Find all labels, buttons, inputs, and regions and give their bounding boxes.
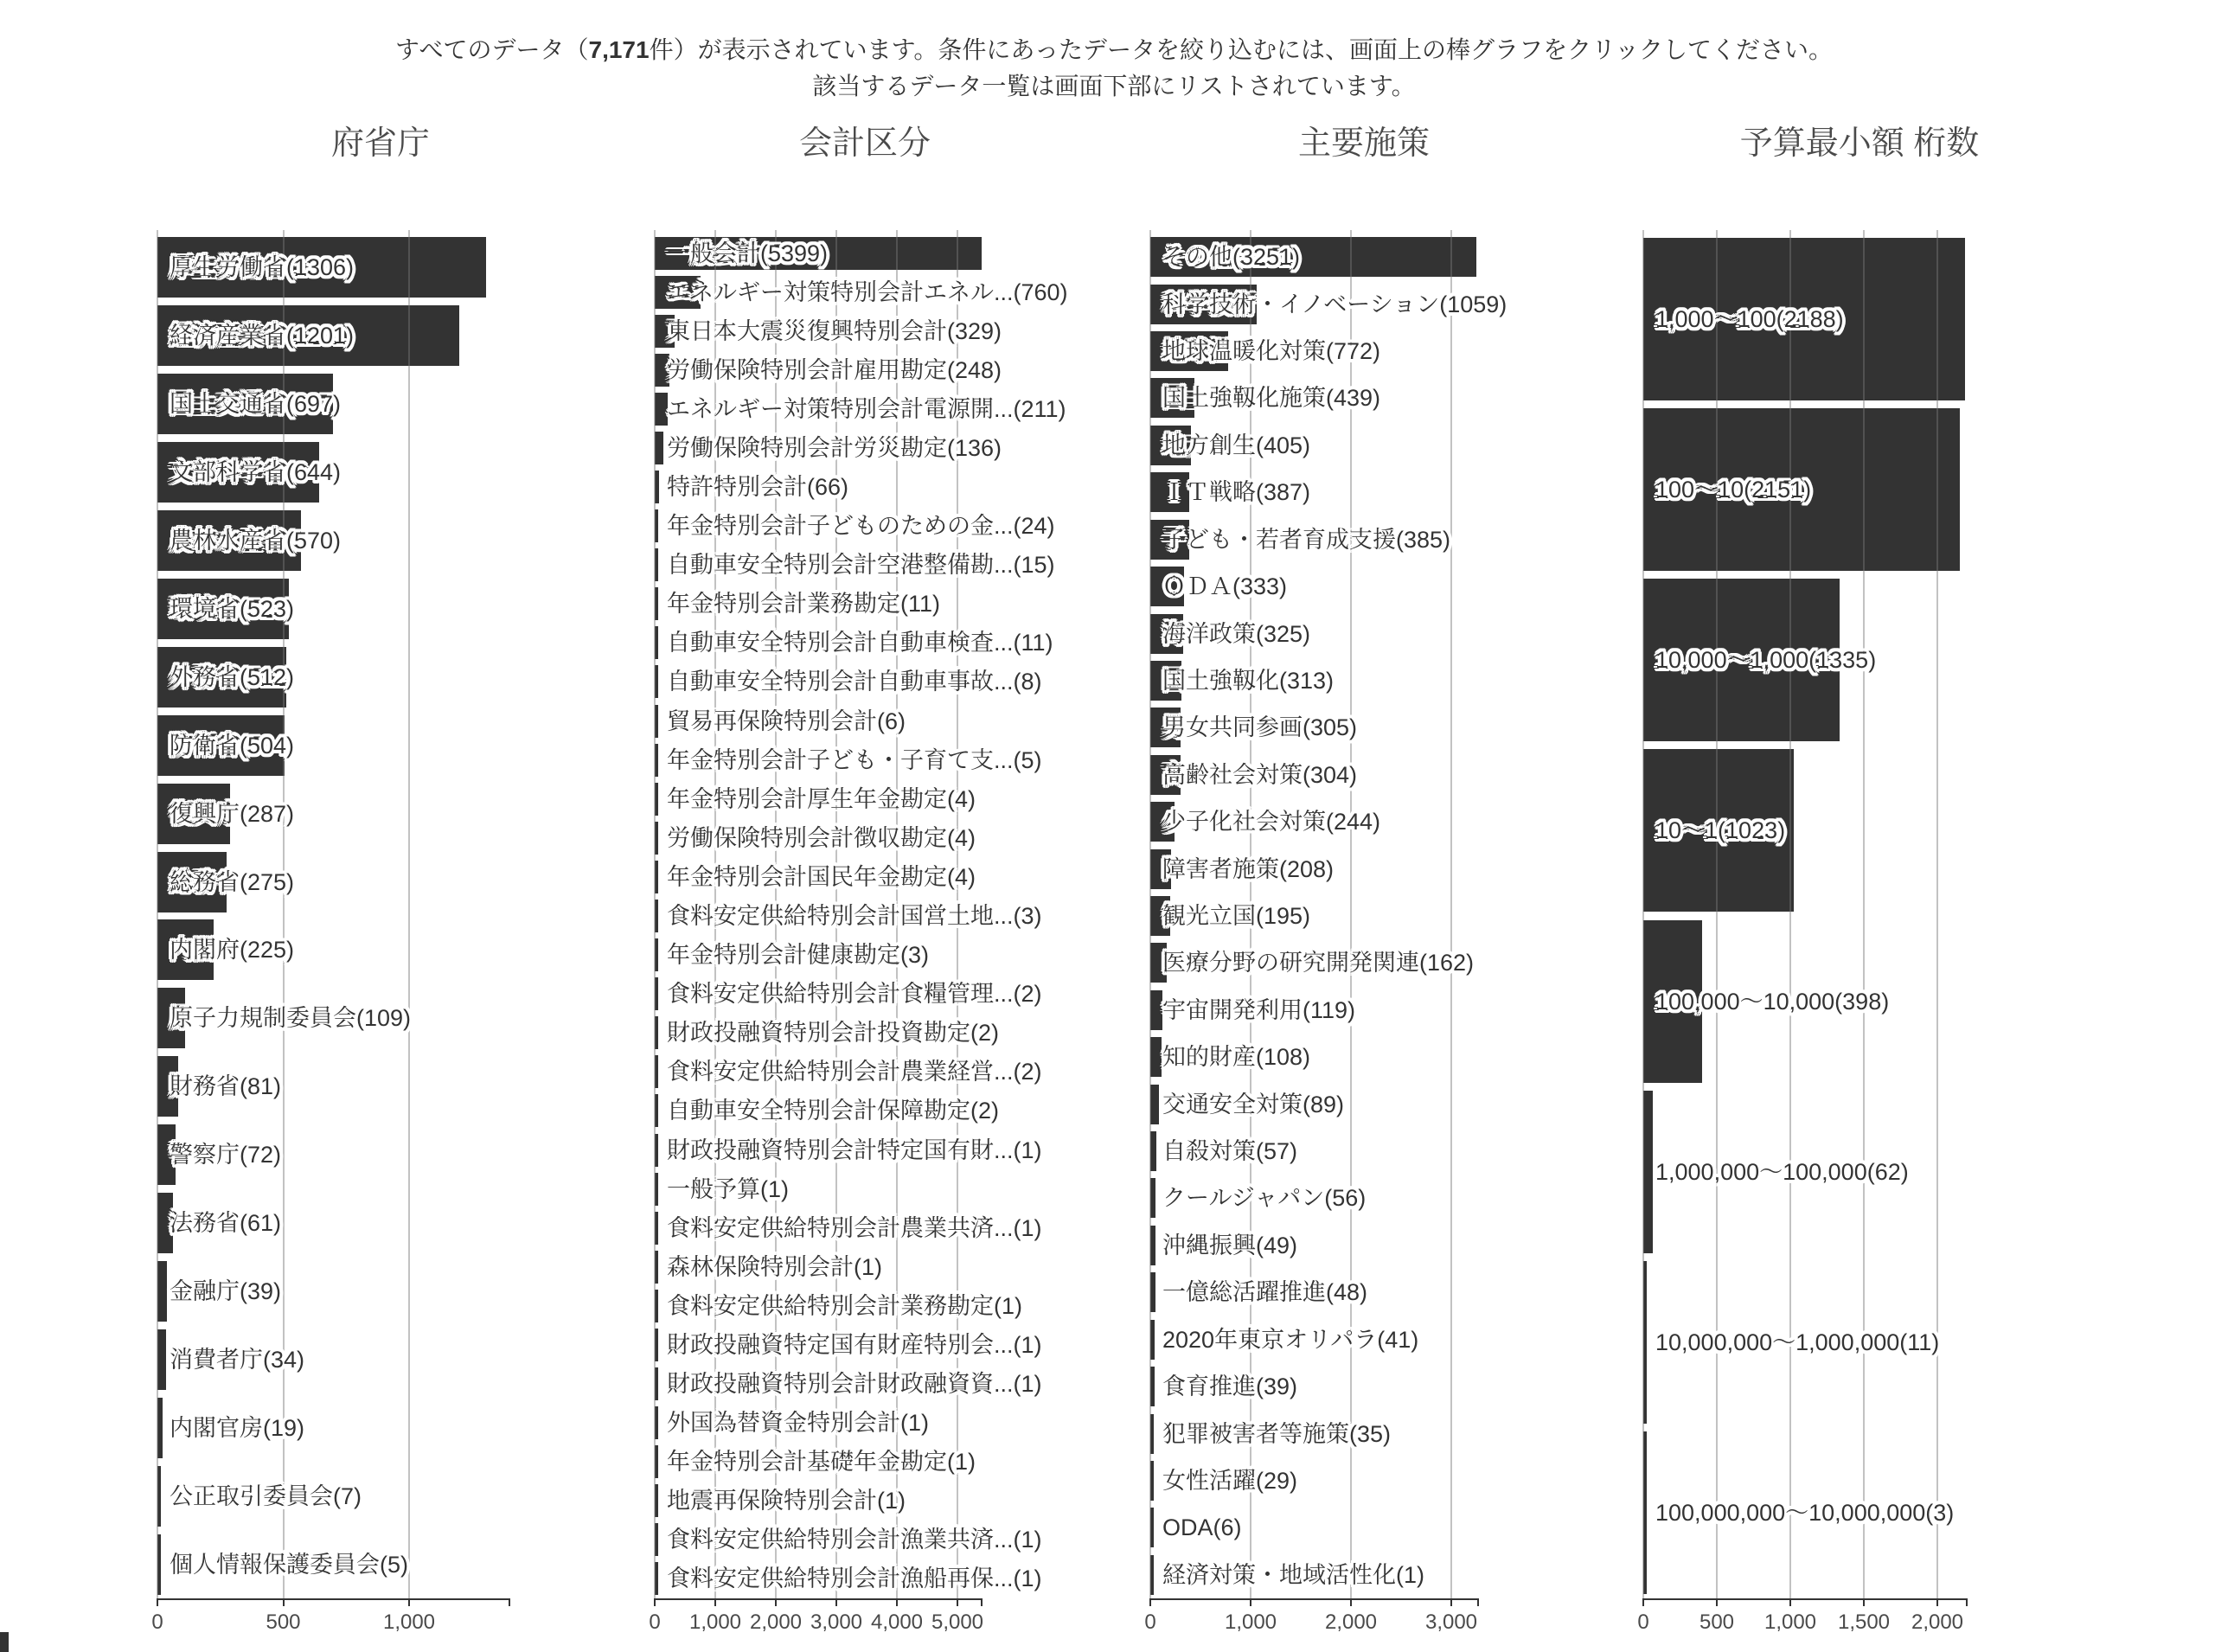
bar-label: 年金特別会計業務勘定(11) (667, 591, 941, 618)
bar-label: 科学技術・イノベーション(1059) (1162, 291, 1507, 317)
axis-tick-label: 1,000 (382, 1610, 436, 1634)
bar-label: 犯罪被害者等施策(35) (1162, 1420, 1392, 1447)
axis-tick (1716, 1598, 1718, 1606)
bar-label: 知的財産(108) (1162, 1044, 1311, 1071)
bar-label: 男女共同参画(305) (1162, 714, 1358, 741)
axis-tick (1642, 1598, 1644, 1606)
chart-major-policy-title: 主要施策 (1297, 125, 1431, 162)
gridline (408, 230, 410, 1598)
axis-tick (957, 1598, 958, 1606)
bar-label: その他(3251) (1162, 244, 1301, 271)
chart-account-category-title: 会計区分 (798, 125, 931, 162)
bar-label: ＯＤＡ(333) (1162, 573, 1288, 600)
bar-label: 労働保険特別会計雇用勘定(248) (667, 356, 1002, 383)
bar-label: 復興庁(287) (170, 800, 295, 827)
gridline (283, 230, 285, 1598)
bar-label: 内閣府(225) (170, 937, 295, 964)
axis-tick-label: 4,000 (870, 1610, 924, 1634)
gridline (1450, 230, 1452, 1598)
filter-bar[interactable] (1643, 1091, 1653, 1253)
axis-tick (283, 1598, 285, 1606)
bar-label: 森林保険特別会計(1) (667, 1253, 882, 1280)
axis-tick (981, 1598, 983, 1606)
axis-tick-label: 2,000 (1911, 1610, 1964, 1634)
bar-label: 地方創生(405) (1162, 432, 1311, 458)
bar-label: 自動車安全特別会計空港整備勘...(15) (667, 552, 1055, 579)
filter-bar[interactable] (655, 432, 663, 464)
axis-tick-label: 3,000 (1424, 1610, 1478, 1634)
bar-label: 100,000〜10,000(398) (1655, 988, 1890, 1015)
bar-label: 食料安定供給特別会計業務勘定(1) (667, 1292, 1022, 1319)
gridline (1149, 230, 1151, 1598)
bar-label: 内閣官房(19) (170, 1414, 305, 1441)
bar-label: 交通安全対策(89) (1162, 1091, 1345, 1117)
bar-label: 医療分野の研究開発関連(162) (1162, 950, 1475, 976)
gridline (654, 230, 656, 1598)
bar-label: 財務省(81) (170, 1073, 282, 1100)
x-axis (1643, 1598, 1967, 1600)
axis-tick (835, 1598, 837, 1606)
bar-label: 1,000〜100(2188) (1655, 305, 1844, 332)
bar-label: 東日本大震災復興特別会計(329) (667, 317, 1002, 344)
bar-label: 一般予算(1) (667, 1175, 789, 1202)
bar-label: 防衛省(504) (170, 732, 295, 759)
bar-label: 子ども・若者育成支援(385) (1162, 526, 1451, 553)
bar-label: 100,000,000〜10,000,000(3) (1655, 1500, 1955, 1527)
bar-label: 金融庁(39) (170, 1277, 282, 1304)
bar-label: 公正取引委員会(7) (170, 1482, 362, 1509)
filter-bar[interactable] (655, 393, 668, 426)
axis-tick (1863, 1598, 1865, 1606)
bar-label: 財政投融資特定国有財産特別会...(1) (667, 1331, 1042, 1358)
bar-label: 観光立国(195) (1162, 903, 1311, 929)
bar-label: 地震再保険特別会計(1) (667, 1488, 906, 1514)
gridline (157, 230, 158, 1598)
axis-tick (1936, 1598, 1938, 1606)
x-axis (655, 1598, 982, 1600)
axis-tick (775, 1598, 777, 1606)
axis-tick-label: 5,000 (931, 1610, 984, 1634)
axis-tick-label: 3,000 (810, 1610, 863, 1634)
bar-label: ODA(6) (1162, 1514, 1242, 1541)
bar-label: 経済産業省(1201) (170, 323, 355, 349)
bar-label: 年金特別会計国民年金勘定(4) (667, 863, 976, 890)
bar-label: 農林水産省(570) (170, 528, 342, 554)
bar-label: 食料安定供給特別会計食糧管理...(2) (667, 981, 1042, 1008)
axis-tick-label: 1,500 (1837, 1610, 1891, 1634)
bar-label: 特許特別会計(66) (667, 474, 849, 501)
bar-label: 厚生労働省(1306) (170, 254, 355, 281)
bar-label: エネルギー対策特別会計エネル...(760) (667, 279, 1068, 305)
header-instruction-line1 (0, 35, 2228, 66)
bar-label: 個人情報保護委員会(5) (170, 1551, 408, 1578)
axis-tick-label: 2,000 (1324, 1610, 1378, 1634)
filter-bar[interactable] (1150, 1085, 1159, 1124)
filter-bar[interactable] (157, 1261, 167, 1322)
axis-tick (654, 1598, 656, 1606)
bar-label: 経済対策・地域活性化(1) (1162, 1561, 1424, 1588)
bar-label: 食料安定供給特別会計国営土地...(3) (667, 903, 1042, 929)
x-axis (1150, 1598, 1478, 1600)
axis-tick-label: 0 (649, 1610, 661, 1634)
bar-label: 労働保険特別会計徴収勘定(4) (667, 824, 976, 851)
bar-label: 自殺対策(57) (1162, 1138, 1298, 1165)
bar-label: 高齢社会対策(304) (1162, 761, 1358, 788)
bar-label: 年金特別会計厚生年金勘定(4) (667, 785, 976, 812)
axis-tick (1450, 1598, 1452, 1606)
bar-label: クールジャパン(56) (1162, 1185, 1367, 1212)
axis-tick-label: 1,000 (1224, 1610, 1277, 1634)
bar-label: 年金特別会計基礎年金勘定(1) (667, 1449, 976, 1476)
filter-bar[interactable] (1150, 990, 1162, 1030)
bar-label: 年金特別会計子どものための金...(24) (667, 513, 1055, 540)
bar-label: 少子化社会対策(244) (1162, 809, 1381, 836)
total-record-count: 7,171 (588, 36, 650, 63)
bar-label: ＩＴ戦略(387) (1162, 479, 1311, 506)
bar-label: 2020年東京オリパラ(41) (1162, 1326, 1419, 1353)
below-fold-list-edge (0, 1632, 9, 1652)
axis-tick-label: 1,000 (688, 1610, 742, 1634)
bar-label: 法務省(61) (170, 1210, 282, 1237)
gridline (1642, 230, 1644, 1598)
bar-label: 海洋政策(325) (1162, 620, 1311, 647)
bar-label: 外務省(512) (170, 663, 295, 690)
axis-tick-label: 0 (1144, 1610, 1156, 1634)
bar-label: 食料安定供給特別会計漁業共済...(1) (667, 1527, 1042, 1553)
bar-label: 10,000〜1,000(1335) (1655, 647, 1877, 674)
axis-tick (157, 1598, 158, 1606)
bar-label: 10,000,000〜1,000,000(11) (1655, 1329, 1940, 1356)
bar-label: 労働保険特別会計労災勘定(136) (667, 434, 1002, 461)
axis-tick (509, 1598, 510, 1606)
axis-tick (1477, 1598, 1479, 1606)
bar-label: 自動車安全特別会計自動車検査...(11) (667, 630, 1053, 656)
axis-tick-label: 0 (1637, 1610, 1649, 1634)
axis-tick (408, 1598, 410, 1606)
axis-tick-label: 500 (1699, 1610, 1735, 1634)
bar-label: 国土強靱化(313) (1162, 667, 1335, 694)
axis-tick-label: 1,000 (1764, 1610, 1817, 1634)
bar-label: 貿易再保険特別会計(6) (667, 708, 906, 734)
bar-label: 自動車安全特別会計保障勘定(2) (667, 1098, 999, 1124)
bar-label: 総務省(275) (170, 868, 295, 895)
bar-label: 障害者施策(208) (1162, 855, 1335, 882)
bar-label: 環境省(523) (170, 595, 295, 622)
bar-label: 食料安定供給特別会計漁船再保...(1) (667, 1566, 1042, 1592)
chart-ministry-title: 府省庁 (330, 125, 431, 162)
axis-tick (1149, 1598, 1151, 1606)
filter-bar[interactable] (157, 1329, 166, 1390)
bar-label: 外国為替資金特別会計(1) (667, 1410, 929, 1437)
bar-label: 自動車安全特別会計自動車事故...(8) (667, 669, 1042, 695)
bar-label: 一億総活躍推進(48) (1162, 1279, 1368, 1306)
bar-label: 原子力規制委員会(109) (170, 1005, 412, 1032)
axis-tick (1350, 1598, 1352, 1606)
bar-label: 年金特別会計子ども・子育て支...(5) (667, 746, 1042, 773)
header-instruction-line2: 該当するデータ一覧は画面下部にリストされています。 (812, 73, 1416, 99)
axis-tick (1966, 1598, 1968, 1606)
axis-tick-label: 2,000 (749, 1610, 803, 1634)
bar-label: 国土強靱化施策(439) (1162, 385, 1381, 412)
bar-label: 文部科学省(644) (170, 459, 342, 486)
bar-label: 消費者庁(34) (170, 1346, 305, 1373)
axis-tick-label: 500 (266, 1610, 301, 1634)
chart-budget-min-digits-title: 予算最小額 桁数 (1739, 125, 1980, 162)
bar-label: 10〜1(1023) (1655, 817, 1786, 844)
axis-tick (1789, 1598, 1791, 1606)
axis-tick (1250, 1598, 1251, 1606)
header-text-suffix: 件）が表示されています。条件にあったデータを絞り込むには、画面上の棒グラフをクリックしてください。 (649, 36, 1833, 63)
bar-label: 沖縄振興(49) (1162, 1232, 1298, 1258)
bar-label: 100〜10(2151) (1655, 476, 1812, 503)
bar-label: 警察庁(72) (170, 1142, 282, 1169)
bar-label: 食育推進(39) (1162, 1373, 1298, 1400)
x-axis (157, 1598, 509, 1600)
bar-label: 1,000,000〜100,000(62) (1655, 1158, 1909, 1185)
bar-label: 国土交通省(697) (170, 391, 342, 418)
bar-label: 財政投融資特別会計特定国有財...(1) (667, 1137, 1042, 1163)
axis-tick (714, 1598, 716, 1606)
bar-label: エネルギー対策特別会計電源開...(211) (667, 395, 1066, 422)
bar-label: 地球温暖化対策(772) (1162, 338, 1381, 365)
bar-label: 一般会計(5399) (667, 240, 829, 266)
bar-label: 女性活躍(29) (1162, 1467, 1298, 1494)
bar-label: 食料安定供給特別会計農業経営...(2) (667, 1059, 1042, 1085)
bar-label: 財政投融資特別会計財政融資資...(1) (667, 1371, 1042, 1398)
gridline (1350, 230, 1352, 1598)
filter-bar[interactable] (1150, 1037, 1162, 1077)
bar-label: 宇宙開発利用(119) (1162, 996, 1356, 1023)
bar-label: 食料安定供給特別会計農業共済...(1) (667, 1214, 1042, 1241)
bar-label: 年金特別会計健康勘定(3) (667, 942, 929, 969)
header-text-prefix: すべてのデータ（ (395, 36, 589, 63)
bar-label: 財政投融資特別会計投資勘定(2) (667, 1020, 999, 1047)
axis-tick (896, 1598, 898, 1606)
axis-tick-label: 0 (151, 1610, 163, 1634)
